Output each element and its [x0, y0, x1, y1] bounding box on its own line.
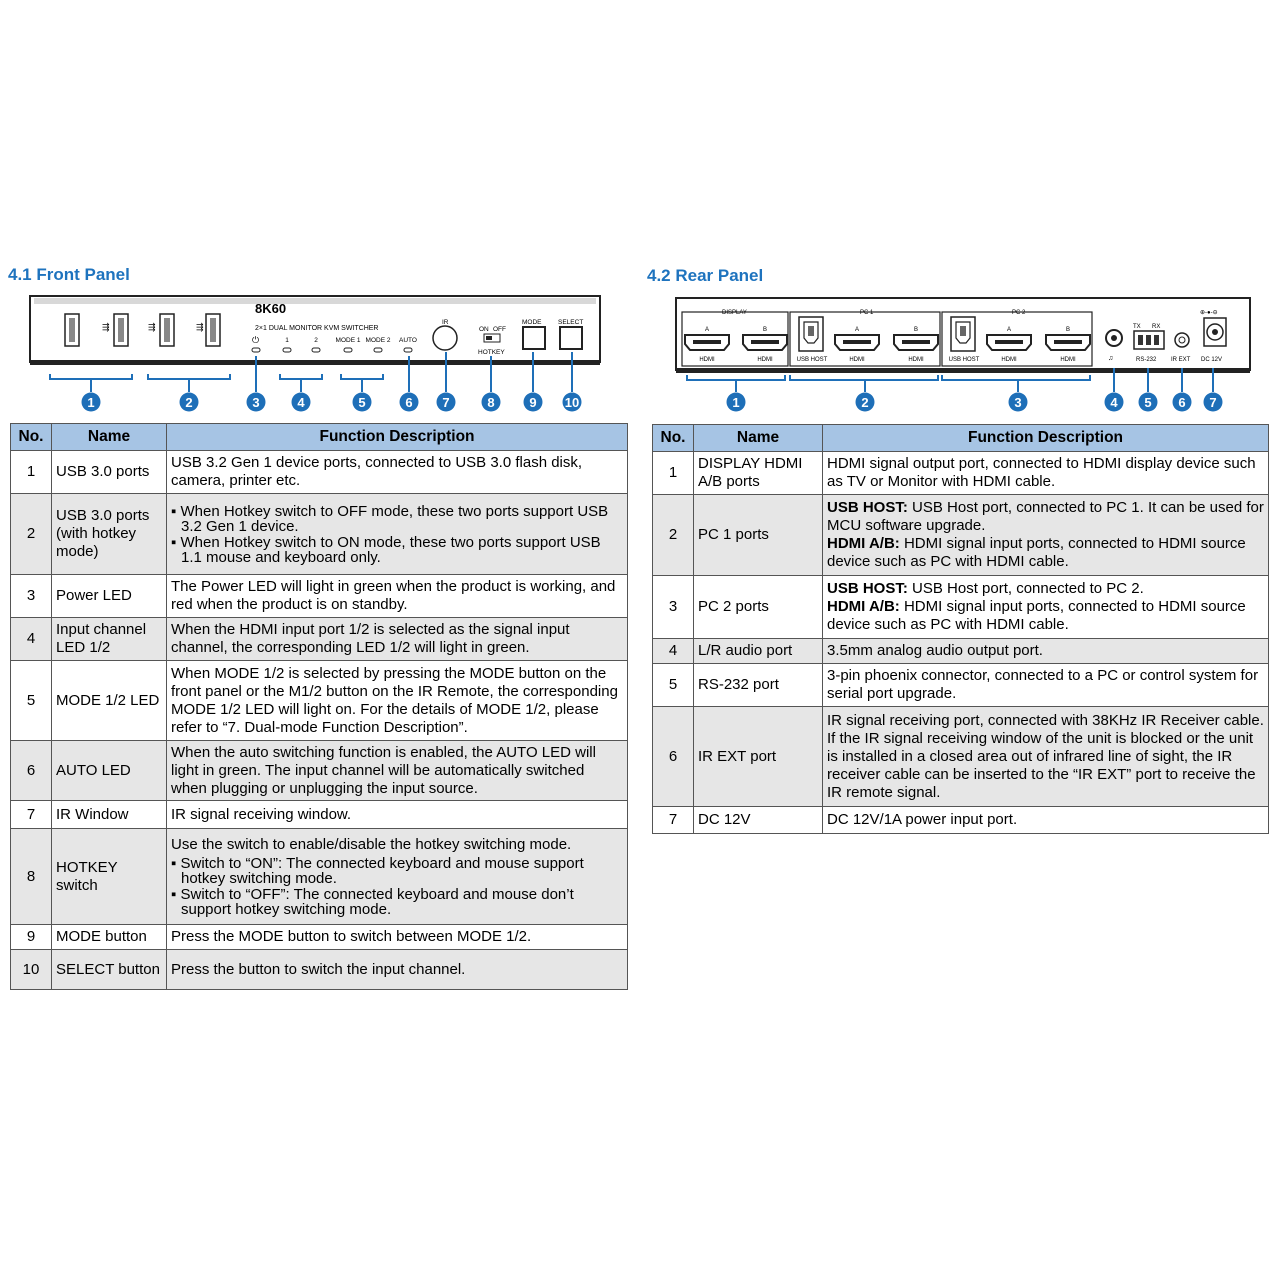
device-subtitle: 2×1 DUAL MONITOR KVM SWITCHER — [255, 325, 379, 332]
row-name: PC 1 ports — [694, 495, 823, 576]
col-header-desc: Function Description — [167, 424, 628, 451]
row-desc: USB HOST: USB Host port, connected to PC 1. It can be used for MCU software upgrade. HDMI A/B: HDMI signal input ports, connected to HDMI source device such as PC with HDMI cable. — [823, 495, 1269, 576]
row-name: DISPLAY HDMI A/B ports — [694, 452, 823, 495]
row-no: 5 — [653, 664, 694, 707]
callout-number: 5 — [358, 395, 366, 410]
row-name: Power LED — [52, 575, 167, 618]
row-desc: 3.5mm analog audio output port. — [823, 639, 1269, 664]
row-desc: HDMI signal output port, connected to HDMI display device such as TV or Monitor with HDMI cable. — [823, 452, 1269, 495]
indicator-led — [344, 348, 352, 352]
irext-label: IR EXT — [1171, 357, 1191, 363]
table-row — [11, 618, 628, 661]
row-desc: DC 12V/1A power input port. — [823, 807, 1269, 834]
led-label: AUTO — [399, 337, 417, 344]
port-letter: B — [913, 327, 919, 333]
pc1-label: PC 1 — [860, 310, 874, 316]
port-letter: B — [1065, 327, 1071, 333]
row-desc: IR signal receiving window. — [167, 801, 628, 829]
table-row — [11, 741, 628, 801]
rx-label: RX — [1152, 324, 1161, 330]
display-label: DISPLAY — [722, 310, 747, 316]
row-name: USB 3.0 ports (with hotkey mode) — [52, 494, 167, 575]
row-no: 2 — [11, 494, 52, 575]
tx-label: TX — [1133, 324, 1141, 330]
front-panel-table — [10, 423, 628, 990]
row-name: DC 12V — [694, 807, 823, 834]
usb-symbol-icon: ⇶ — [102, 322, 110, 332]
usb-port-icon — [160, 314, 174, 346]
col-header-no: No. — [653, 425, 694, 452]
callout-number: 1 — [87, 395, 95, 410]
callout-number: 7 — [442, 395, 450, 410]
row-name: AUTO LED — [52, 741, 167, 801]
front-panel-diagram — [0, 290, 640, 415]
row-desc: USB 3.2 Gen 1 device ports, connected to USB 3.0 flash disk, camera, printer etc. — [167, 451, 628, 494]
usb-port-icon — [65, 314, 79, 346]
row-no: 8 — [11, 829, 52, 925]
row-no: 3 — [653, 576, 694, 639]
row-desc: Press the MODE button to switch between MODE 1/2. — [167, 925, 628, 950]
hdmi-label: HDMI — [908, 357, 924, 363]
headphone-icon: ♫ — [1108, 355, 1114, 362]
callout-number: 7 — [1209, 395, 1217, 410]
table-row — [653, 707, 1269, 807]
hotkey-label: HOTKEY — [478, 349, 505, 356]
table-row — [11, 801, 628, 829]
callout-number: 2 — [185, 395, 193, 410]
row-no: 1 — [11, 451, 52, 494]
bullet-item: ▪ When Hotkey switch to OFF mode, these two ports support USB 3.2 Gen 1 device. — [171, 502, 609, 535]
table-row — [11, 451, 628, 494]
rs232-label: RS-232 — [1136, 357, 1157, 363]
hdmi-label: HDMI — [757, 357, 773, 363]
bullet-item: ▪ Switch to “OFF”: The connected keyboard and mouse don’t support hotkey switching mode. — [171, 885, 574, 918]
hdmi-label: HDMI — [1001, 357, 1017, 363]
rear-panel-table — [652, 424, 1269, 834]
table-row — [11, 494, 628, 575]
row-desc: 3-pin phoenix connector, connected to a PC or control system for serial port upgrade. — [823, 664, 1269, 707]
row-no: 10 — [11, 950, 52, 990]
callout-number: 9 — [529, 395, 537, 410]
callout-number: 4 — [1110, 395, 1118, 410]
row-no: 7 — [653, 807, 694, 834]
callout-number: 10 — [564, 395, 580, 410]
polarity-icon: ⊕-●-⊖ — [1200, 310, 1218, 316]
row-no: 6 — [653, 707, 694, 807]
row-name: Input channel LED 1/2 — [52, 618, 167, 661]
switch-off-label: OFF — [493, 326, 506, 333]
row-name: RS-232 port — [694, 664, 823, 707]
rear-panel-title: 4.2 Rear Panel — [647, 266, 764, 285]
port-letter: B — [762, 327, 768, 333]
row-name: PC 2 ports — [694, 576, 823, 639]
port-letter: A — [1006, 327, 1012, 333]
row-desc: The Power LED will light in green when the product is working, and red when the product is on standby. — [167, 575, 628, 618]
desc-text: Use the switch to enable/disable the hotkey switching mode. — [171, 835, 572, 853]
usb-host-label: USB HOST — [796, 357, 828, 363]
row-desc: When the auto switching function is enabled, the AUTO LED will light in green. The input channel will be automatically switched when plugging or unplugging the input source. — [167, 741, 628, 801]
row-no: 2 — [653, 495, 694, 576]
callout-number: 6 — [405, 395, 413, 410]
row-no: 3 — [11, 575, 52, 618]
led-label: MODE 2 — [365, 337, 391, 344]
rear-panel-diagram — [640, 290, 1280, 415]
front-panel-title: 4.1 Front Panel — [8, 265, 130, 284]
usb-port-icon — [206, 314, 220, 346]
row-name: L/R audio port — [694, 639, 823, 664]
indicator-led — [374, 348, 382, 352]
mode-label: MODE — [522, 319, 542, 326]
row-no: 5 — [11, 661, 52, 741]
hdmi-label: HDMI — [699, 357, 715, 363]
row-no: 4 — [653, 639, 694, 664]
callout-number: 5 — [1144, 395, 1152, 410]
col-header-no: No. — [11, 424, 52, 451]
callout-number: 1 — [732, 395, 740, 410]
row-name: HOTKEY switch — [52, 829, 167, 925]
usb-host-label: USB HOST — [948, 357, 980, 363]
row-no: 1 — [653, 452, 694, 495]
table-row — [653, 452, 1269, 495]
table-row — [11, 950, 628, 990]
row-desc: Press the button to switch the input channel. — [167, 950, 628, 990]
row-desc: IR signal receiving port, connected with 38KHz IR Receiver cable. If the IR signal receiving window of the unit is blocked or the unit is installed in a closed area out of infrared line of sight, the IR receiver cable can be inserted to the “IR EXT” port to receive the IR remote signal. — [823, 707, 1269, 807]
row-name: IR EXT port — [694, 707, 823, 807]
port-letter: A — [704, 327, 710, 333]
col-header-name: Name — [694, 425, 823, 452]
indicator-led — [283, 348, 291, 352]
row-desc: USB HOST: USB Host port, connected to PC 2. HDMI A/B: HDMI signal input ports, connected to HDMI source device such as PC with HDMI cable. — [823, 576, 1269, 639]
row-name: MODE button — [52, 925, 167, 950]
port-letter: A — [854, 327, 860, 333]
row-no: 7 — [11, 801, 52, 829]
led-label: 2 — [314, 337, 318, 344]
usb-symbol-icon: ⇶ — [196, 322, 204, 332]
callout-number: 3 — [1014, 395, 1022, 410]
table-row — [653, 639, 1269, 664]
callout-number: 6 — [1178, 395, 1186, 410]
hdmi-label: HDMI — [1060, 357, 1076, 363]
row-desc — [167, 494, 628, 575]
table-row — [653, 807, 1269, 834]
table-row — [11, 829, 628, 925]
row-name: USB 3.0 ports — [52, 451, 167, 494]
row-no: 4 — [11, 618, 52, 661]
row-no: 6 — [11, 741, 52, 801]
row-desc — [167, 829, 628, 925]
usb-symbol-icon: ⇶ — [148, 322, 156, 332]
mode-button-graphic — [523, 327, 545, 349]
callout-number: 4 — [297, 395, 305, 410]
indicator-led — [312, 348, 320, 352]
device-brand: 8K60 — [255, 301, 287, 316]
select-label: SELECT — [558, 319, 584, 326]
table-row — [11, 575, 628, 618]
bullet-item: ▪ When Hotkey switch to ON mode, these two ports support USB 1.1 mouse and keyboard only. — [171, 533, 601, 566]
callout-number: 3 — [252, 395, 260, 410]
dc-label: DC 12V — [1201, 357, 1223, 363]
row-name: SELECT button — [52, 950, 167, 990]
select-button-graphic — [560, 327, 582, 349]
led-label: 1 — [285, 337, 289, 344]
hdmi-label: HDMI — [849, 357, 865, 363]
power-led — [252, 348, 260, 352]
switch-on-label: ON — [479, 326, 489, 333]
table-row — [653, 576, 1269, 639]
col-header-desc: Function Description — [823, 425, 1269, 452]
table-row — [653, 664, 1269, 707]
callout-number: 8 — [487, 395, 495, 410]
table-row — [11, 661, 628, 741]
row-name: MODE 1/2 LED — [52, 661, 167, 741]
table-row — [11, 925, 628, 950]
row-name: IR Window — [52, 801, 167, 829]
power-icon: ⏻ — [252, 335, 260, 345]
pc2-label: PC 2 — [1012, 310, 1026, 316]
indicator-led — [404, 348, 412, 352]
row-desc: When the HDMI input port 1/2 is selected as the signal input channel, the corresponding LED 1/2 will light in green. — [167, 618, 628, 661]
row-no: 9 — [11, 925, 52, 950]
table-row — [653, 495, 1269, 576]
callout-number: 2 — [861, 395, 869, 410]
usb-port-icon — [114, 314, 128, 346]
ir-window — [433, 326, 457, 350]
led-label: MODE 1 — [335, 337, 361, 344]
col-header-name: Name — [52, 424, 167, 451]
ir-label: IR — [442, 319, 449, 326]
row-desc: When MODE 1/2 is selected by pressing the MODE button on the front panel or the M1/2 button on the IR Remote, the corresponding MODE 1/2 LED will light on. For the details of MODE 1/2, please refer to “7. Dual-mode Function Description”. — [167, 661, 628, 741]
bullet-item: ▪ Switch to “ON”: The connected keyboard and mouse support hotkey switching mode. — [171, 854, 584, 887]
